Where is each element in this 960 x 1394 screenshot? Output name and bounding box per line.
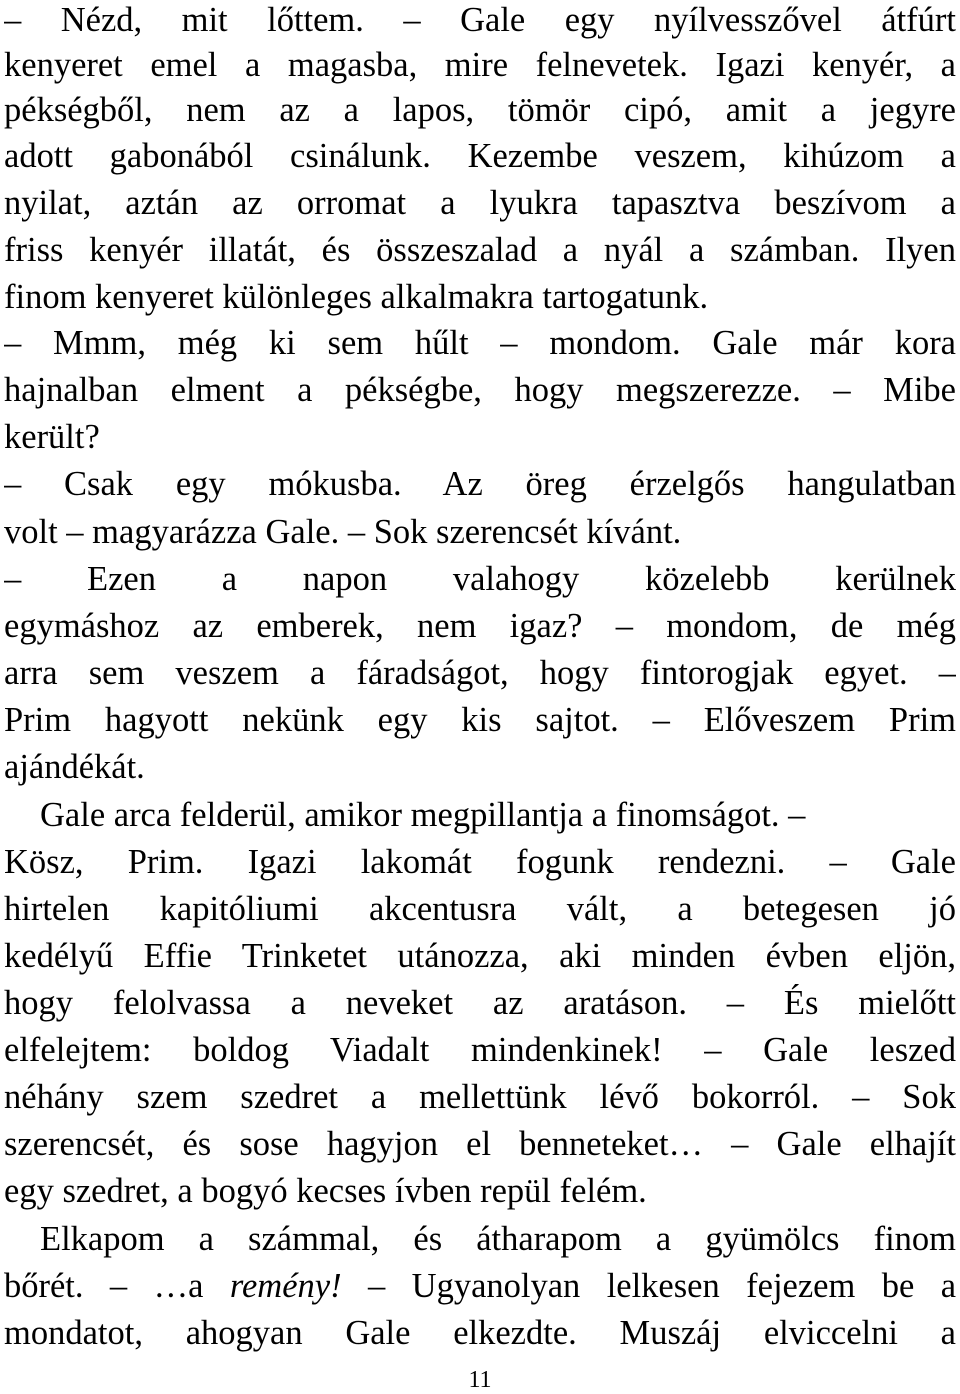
- page-number: 11: [468, 1367, 492, 1393]
- text-line: volt – magyarázza Gale. – Sok szerencsét kívánt.: [4, 513, 682, 551]
- text-line: kedélyű Effie Trinketet utánozza, aki minden évben eljön,: [4, 937, 956, 975]
- text-line: – Ezen a napon valahogy közelebb kerülnek: [4, 560, 956, 598]
- text-segment: – Ugyanolyan lelkesen fejezem be a: [341, 1267, 956, 1305]
- text-line: friss kenyér illatát, és összeszalad a nyál a számban. Ilyen: [4, 231, 956, 269]
- text-line: elfelejtem: boldog Viadalt mindenkinek! – Gale leszed: [4, 1031, 956, 1069]
- text-line: szerencsét, és sose hagyjon el benneteket… – Gale elhajít: [4, 1125, 956, 1163]
- text-line: – Mmm, még ki sem hűlt – mondom. Gale már kora: [4, 324, 956, 362]
- italic-word: remény!: [229, 1267, 342, 1305]
- text-line: került?: [4, 418, 100, 456]
- text-line: egy szedret, a bogyó kecses ívben repül felém.: [4, 1172, 647, 1210]
- text-line: [4, 1266, 956, 1306]
- text-line: Gale arca felderül, amikor megpillantja a finomságot. –: [40, 796, 806, 834]
- text-line: finom kenyeret különleges alkalmakra tartogatunk.: [4, 278, 709, 316]
- text-line: Kösz, Prim. Igazi lakomát fogunk rendezni. – Gale: [4, 843, 956, 881]
- text-line: nyilat, aztán az orromat a lyukra tapasztva beszívom a: [4, 184, 956, 222]
- text-line: hogy felolvassa a neveket az aratáson. – És mielőtt: [4, 984, 956, 1022]
- text-line: Elkapom a számmal, és átharapom a gyümölcs finom: [40, 1220, 956, 1258]
- text-line: kenyeret emel a magasba, mire felnevetek. Igazi kenyér, a: [4, 46, 956, 84]
- text-line: – Nézd, mit lőttem. – Gale egy nyílvesszővel átfúrt: [4, 1, 956, 39]
- text-line: Prim hagyott nekünk egy kis sajtot. – Előveszem Prim: [4, 701, 956, 739]
- text-line: hajnalban elment a pékségbe, hogy megszerezze. – Mibe: [4, 371, 956, 409]
- text-segment: bőrét. – …a: [4, 1267, 230, 1305]
- text-line: mondatot, ahogyan Gale elkezdte. Muszáj elviccelni a: [4, 1314, 956, 1352]
- text-line: – Csak egy mókusba. Az öreg érzelgős hangulatban: [4, 465, 956, 503]
- text-line: néhány szem szedret a mellettünk lévő bokorról. – Sok: [4, 1078, 956, 1116]
- text-line: adott gabonából csinálunk. Kezembe veszem, kihúzom a: [4, 137, 956, 175]
- text-line: ajándékát.: [4, 748, 145, 786]
- text-line: arra sem veszem a fáradságot, hogy fintorogjak egyet. –: [4, 654, 956, 692]
- text-line: pékségből, nem az a lapos, tömör cipó, amit a jegyre: [4, 91, 956, 129]
- text-line: hirtelen kapitóliumi akcentusra vált, a betegesen jó: [4, 890, 956, 928]
- text-line: egymáshoz az emberek, nem igaz? – mondom, de még: [4, 607, 956, 645]
